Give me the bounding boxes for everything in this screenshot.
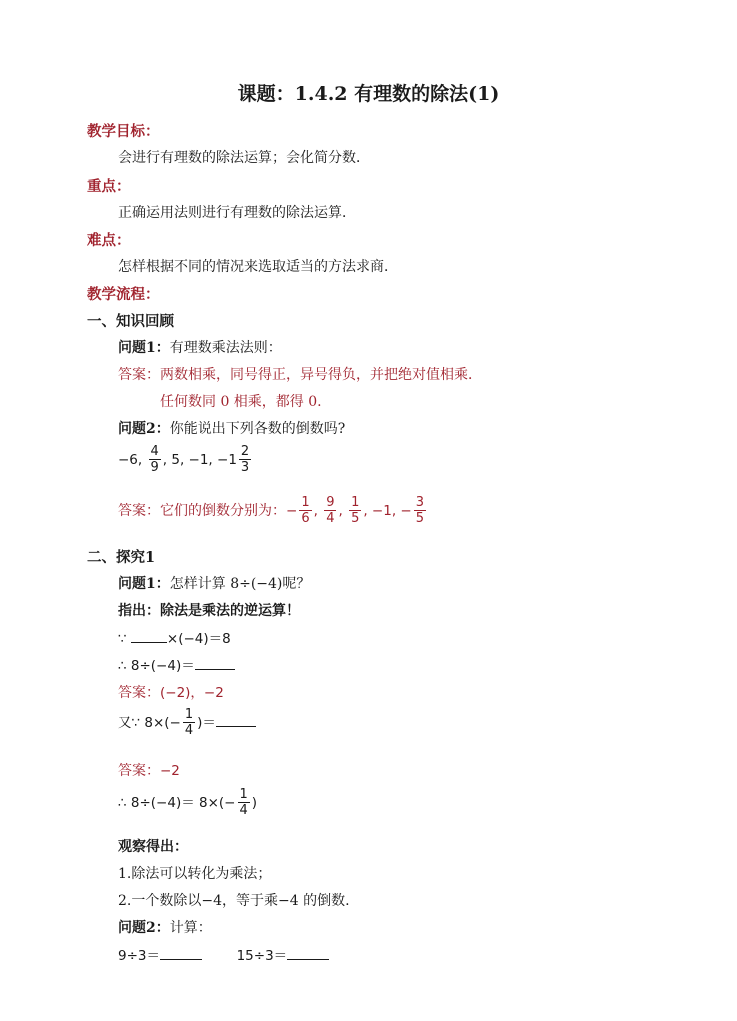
therefore-expression: ∴ 8÷(−4)＝: [118, 658, 195, 674]
key-text: 正确运用法则进行有理数的除法运算．: [118, 205, 356, 221]
s2-q2-label: 问题2：: [118, 920, 170, 936]
s1-q2-label: 问题2：: [118, 421, 170, 437]
section-1-heading: 一、知识回顾: [87, 313, 174, 330]
answer-blank[interactable]: [287, 945, 329, 960]
fraction-numerator: 1: [239, 787, 248, 802]
fraction-denominator: 9: [150, 460, 159, 475]
fraction-denominator: 3: [240, 460, 250, 475]
s2-ans1-text: (−2)，−2: [160, 685, 224, 701]
hard-text: 怎样根据不同的情况来选取适当的方法求商．: [118, 259, 398, 275]
s2-point: [118, 600, 300, 620]
s1-number-list: [118, 445, 253, 475]
s2-also-line: [118, 708, 256, 738]
also-expression: 又∵ 8×(−: [118, 715, 181, 731]
separator: , −1, −: [363, 503, 412, 519]
answer-blank[interactable]: [160, 945, 202, 960]
s1-answer-2: [118, 496, 428, 526]
s2-q1-text: 怎样计算 8÷(−4)呢？: [169, 576, 311, 592]
fraction-1-4: [183, 708, 195, 738]
s2-calc-line: [118, 944, 329, 964]
goal-heading: 教学目标：: [87, 123, 160, 140]
observation-2: 2.一个数除以−4，等于乘−4 的倒数.: [118, 893, 350, 909]
answer-blank[interactable]: [216, 712, 256, 727]
fraction-denominator: 5: [351, 511, 360, 526]
fraction-numerator: 1: [301, 495, 310, 510]
s2-point-text: 除法是乘法的逆运算！: [160, 603, 300, 619]
reciprocal-list: [286, 495, 428, 526]
s1-a2-text: 它们的倒数分别为：: [160, 503, 286, 519]
s2-q2-text: 计算：: [169, 920, 212, 936]
fraction-numerator: 2: [240, 444, 250, 459]
s2-question-1: [118, 573, 310, 593]
fraction-1-5: [349, 496, 361, 526]
fraction-numerator: 4: [150, 444, 159, 459]
therefore2-expression-end: ): [251, 795, 258, 811]
fraction-1-6: [299, 496, 311, 526]
goal-text: 会进行有理数的除法运算；会化简分数．: [118, 150, 370, 166]
s2-therefore-line: [118, 654, 235, 674]
hard-heading: 难点：: [87, 232, 131, 249]
fraction-4-9: [149, 445, 161, 475]
s2-answer-2: [118, 760, 180, 780]
answer-blank[interactable]: [195, 655, 235, 670]
minus-sign: −: [286, 503, 298, 519]
fraction-3-5: [414, 496, 426, 526]
fraction-denominator: 6: [301, 511, 310, 526]
fraction-1-4: [238, 788, 250, 818]
observation-heading: 观察得出：: [118, 839, 188, 855]
fraction-numerator: 1: [351, 495, 360, 510]
fraction-denominator: 4: [184, 723, 194, 738]
because-expression: ×(−4)＝8: [166, 631, 231, 647]
s2-ans2-label: 答案：: [118, 763, 160, 779]
s2-ans1-label: 答案：: [118, 685, 160, 701]
s2-ans2-text: −2: [160, 763, 180, 779]
observation-1: 1.除法可以转化为乘法；: [118, 866, 272, 882]
s2-question-2: [118, 917, 212, 937]
calc-2: 15÷3＝: [236, 948, 288, 964]
therefore2-expression: ∴ 8÷(−4)＝ 8×(−: [118, 795, 236, 811]
num-list-middle: , 5, −1, −1: [162, 452, 237, 468]
answer-blank[interactable]: [131, 628, 167, 643]
fraction-2-3: [239, 445, 251, 475]
page-title: 课题：1.4.2 有理数的除法(1): [237, 83, 500, 105]
s2-therefore2-line: [118, 788, 257, 818]
s2-answer-1: [118, 681, 224, 702]
num-neg6: −6,: [118, 452, 143, 468]
calc-1: 9÷3＝: [118, 948, 160, 964]
fraction-numerator: 3: [415, 495, 425, 510]
s1-answer-1-line2: 任何数同 0 相乘，都得 0.: [160, 394, 322, 410]
s1-question-2: [118, 418, 345, 438]
fraction-denominator: 4: [326, 511, 335, 526]
s2-q1-label: 问题1：: [118, 576, 170, 592]
s2-point-label: 指出：: [118, 603, 160, 619]
s1-a1-label: 答案：: [118, 367, 160, 383]
s1-a2-label: 答案：: [118, 503, 160, 519]
fraction-numerator: 1: [184, 707, 194, 722]
s1-q1-text: 有理数乘法法则：: [169, 340, 282, 356]
section-2-heading: 二、探究1: [87, 549, 156, 566]
fraction-numerator: 9: [326, 495, 335, 510]
fraction-denominator: 5: [415, 511, 425, 526]
because-symbol: ∵: [118, 631, 127, 647]
key-heading: 重点：: [87, 178, 131, 195]
fraction-9-4: [324, 496, 336, 526]
s2-because-line: [118, 627, 231, 647]
s1-a1-text: 两数相乘，同号得正，异号得负，并把绝对值相乘．: [160, 367, 482, 383]
flow-heading: 教学流程：: [87, 286, 160, 303]
also-expression-end: )＝: [197, 715, 216, 731]
s1-answer-1: [118, 364, 482, 384]
s1-question-1: [118, 337, 282, 357]
separator: ,: [313, 503, 318, 519]
s1-q1-label: 问题1：: [118, 340, 170, 356]
fraction-denominator: 4: [239, 803, 248, 818]
separator: ,: [338, 503, 343, 519]
s1-q2-text: 你能说出下列各数的倒数吗?: [169, 421, 346, 437]
